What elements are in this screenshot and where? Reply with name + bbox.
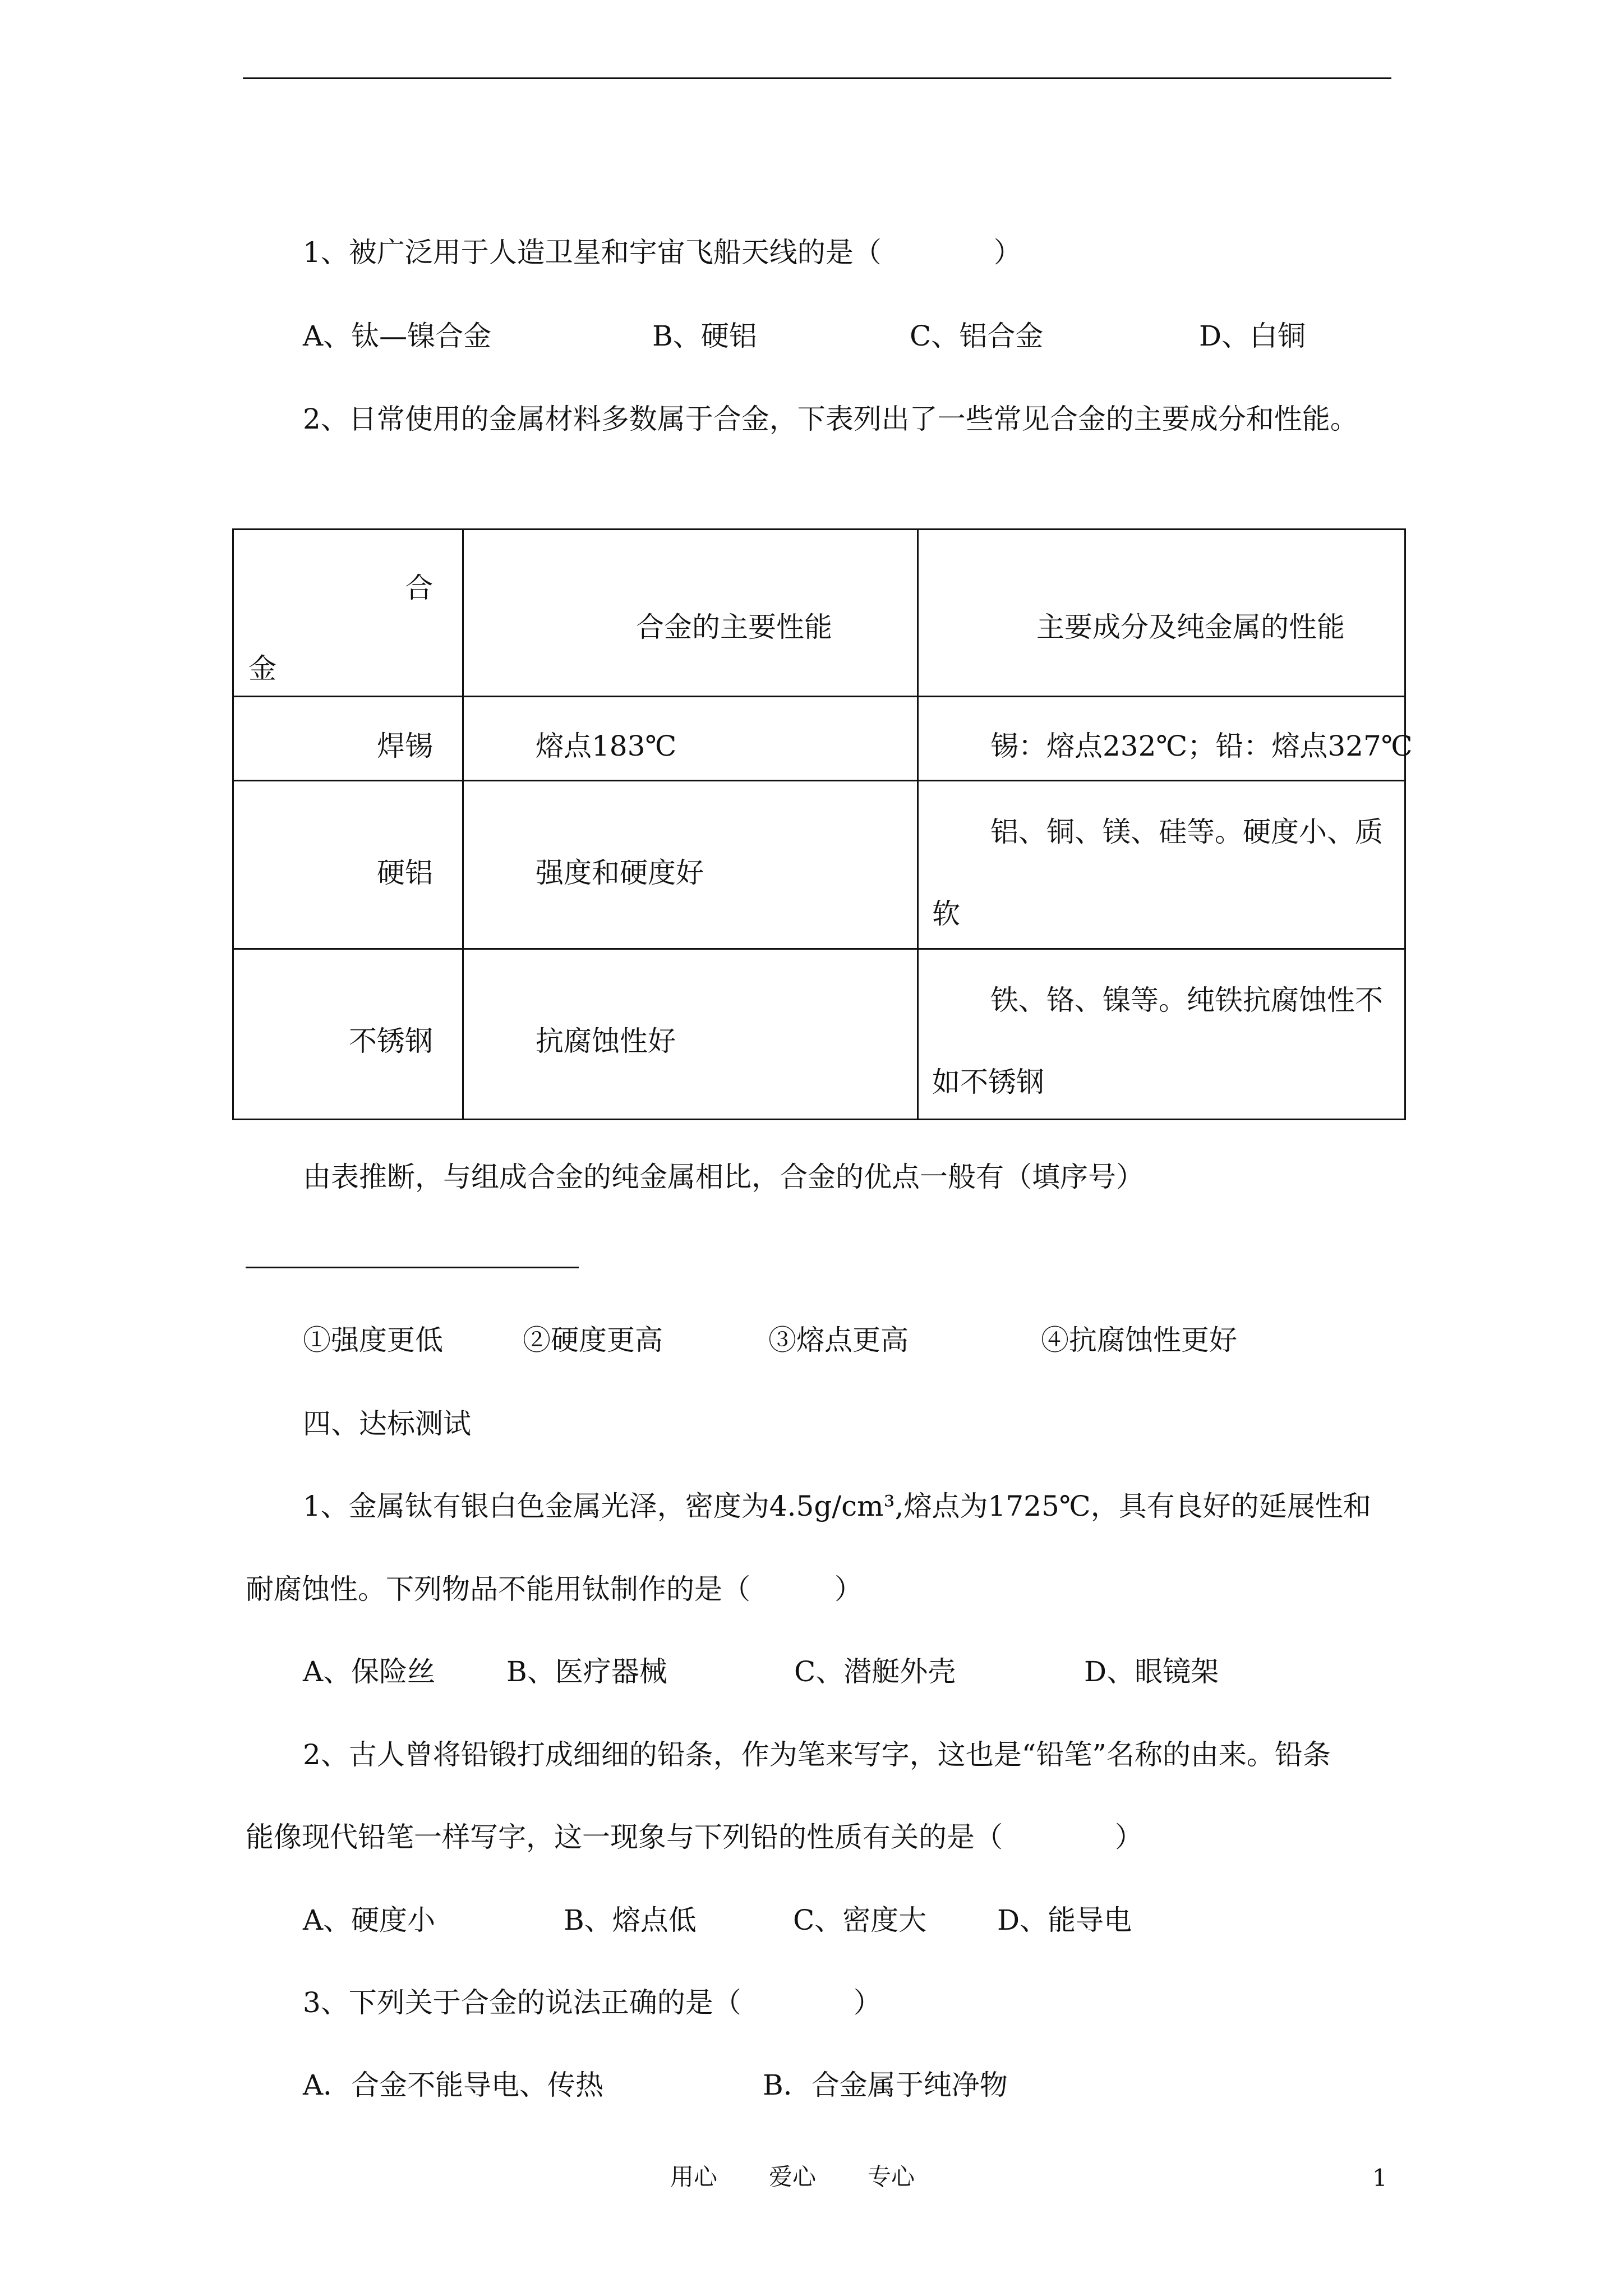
s4-q2-option-d: D、能导电 (997, 1904, 1132, 1936)
q1-option-b: B、硬铝 (652, 320, 757, 352)
footer-slogan-2: 爱心 (769, 2163, 817, 2191)
q1-option-d: D、白铜 (1199, 320, 1306, 352)
header-alloy-bottom: 金 (248, 652, 276, 685)
s4-q2-line1: 2、古人曾将铅锻打成细细的铅条，作为笔来写字，这也是“铅笔”名称的由来。铅条 (303, 1738, 1331, 1771)
row-composition-line2: 如不锈钢 (932, 1066, 1044, 1098)
q2-choice-1: ①强度更低 (303, 1324, 443, 1356)
s4-q3-option-a: A．合金不能导电、传热 (303, 2069, 604, 2101)
header-composition: 主要成分及纯金属的性能 (1036, 611, 1345, 643)
header-cell-composition (918, 530, 1405, 697)
s4-q3-question: 3、下列关于合金的说法正确的是（ ） (303, 1986, 882, 2019)
header-cell-property (463, 530, 918, 697)
row-property: 强度和硬度好 (536, 857, 704, 889)
q1-question: 1、被广泛用于人造卫星和宇宙飞船天线的是（ ） (303, 236, 1022, 269)
s4-q1-line1: 1、金属钛有银白色金属光泽，密度为4.5g/cm³,熔点为1725℃，具有良好的延展性和 (303, 1490, 1371, 1522)
header-cell-alloy (233, 530, 463, 697)
q2-choice-3: ③熔点更高 (768, 1324, 909, 1356)
row-property: 熔点183℃ (536, 730, 677, 762)
row-composition: 锡：熔点232℃；铅：熔点327℃ (990, 730, 1413, 762)
q2-choice-4: ④抗腐蚀性更好 (1041, 1324, 1237, 1356)
table-row (233, 781, 1405, 949)
s4-q2-option-c: C、密度大 (793, 1904, 927, 1936)
table-row (233, 697, 1405, 781)
footer-slogan-1: 用心 (670, 2163, 718, 2191)
header-rule (243, 77, 1391, 79)
q2-question: 2、日常使用的金属材料多数属于合金，下表列出了一些常见合金的主要成分和性能。 (303, 403, 1358, 435)
s4-q2-line2: 能像现代铅笔一样写字，这一现象与下列铅的性质有关的是（ ） (246, 1821, 1143, 1853)
row-composition-line1: 铁、铬、镍等。纯铁抗腐蚀性不 (990, 984, 1383, 1016)
s4-q1-line2: 耐腐蚀性。下列物品不能用钛制作的是（ ） (246, 1573, 863, 1605)
s4-q3-option-b: B．合金属于纯净物 (763, 2069, 1008, 2101)
row-property: 抗腐蚀性好 (536, 1025, 676, 1057)
q1-option-a: A、钛—镍合金 (303, 320, 492, 352)
section-title: 四、达标测试 (303, 1407, 471, 1440)
row-composition-line2: 软 (932, 898, 960, 930)
row-name: 焊锡 (377, 730, 433, 762)
s4-q1-option-c: C、潜艇外壳 (794, 1655, 956, 1688)
s4-q1-option-d: D、眼镜架 (1084, 1655, 1219, 1688)
row-name: 硬铝 (377, 857, 433, 889)
s4-q2-option-a: A、硬度小 (303, 1904, 436, 1936)
table-header-row (233, 530, 1405, 697)
row-name: 不锈钢 (349, 1025, 433, 1057)
table-row (233, 949, 1405, 1120)
header-property: 合金的主要性能 (636, 611, 832, 643)
q1-option-c: C、铝合金 (910, 320, 1044, 352)
alloy-table (232, 528, 1413, 1120)
s4-q1-option-b: B、医疗器械 (506, 1655, 667, 1688)
page-number: 1 (1372, 2164, 1387, 2192)
header-alloy-top: 合 (405, 572, 433, 604)
footer-slogan-3: 专心 (868, 2163, 915, 2191)
q2-inference: 由表推断，与组成合金的纯金属相比，合金的优点一般有（填序号） (303, 1161, 1144, 1193)
row-composition-line1: 铝、铜、镁、硅等。硬度小、质 (990, 816, 1383, 848)
answer-blank-line (246, 1267, 579, 1268)
s4-q2-option-b: B、熔点低 (564, 1904, 697, 1936)
s4-q1-option-a: A、保险丝 (303, 1655, 436, 1688)
q2-choice-2: ②硬度更高 (523, 1324, 663, 1356)
